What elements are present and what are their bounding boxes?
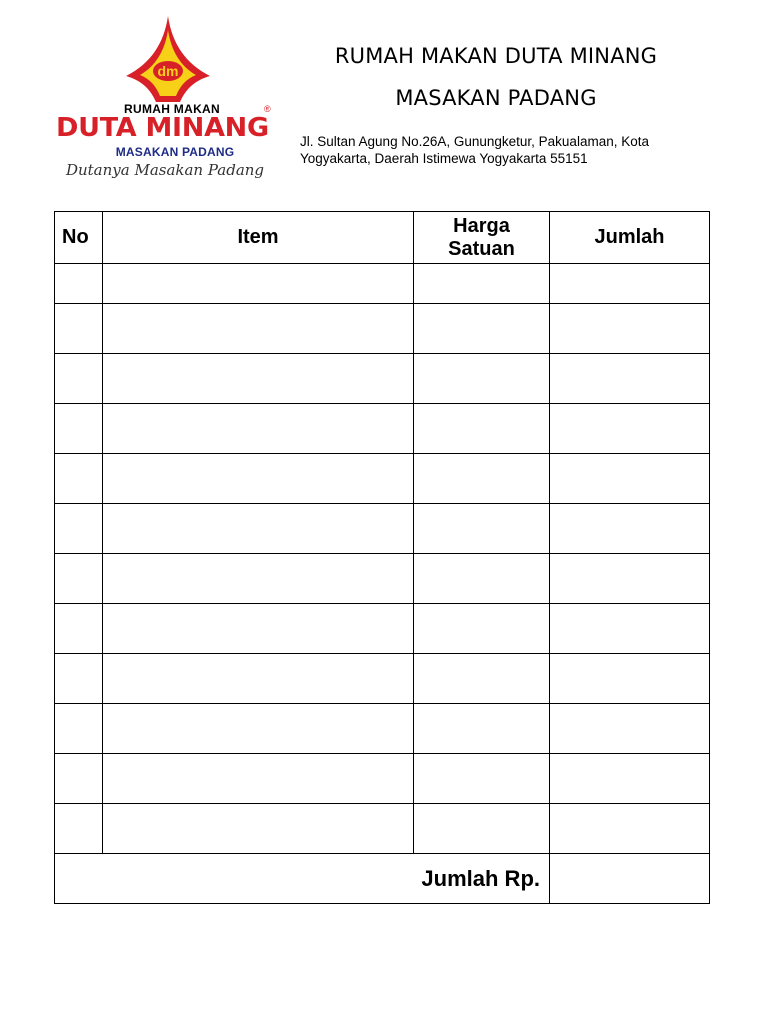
cell-item[interactable] <box>103 604 414 654</box>
cell-harga[interactable] <box>414 504 550 554</box>
cell-no[interactable] <box>55 404 103 454</box>
cell-no[interactable] <box>55 504 103 554</box>
rumah-gadang-roof-icon <box>120 14 216 108</box>
receipt-table <box>54 211 710 904</box>
address-line-2: Yogyakarta, Daerah Istimewa Yogyakarta 55151 <box>300 151 588 166</box>
restaurant-logo <box>50 14 280 184</box>
restaurant-title: RUMAH MAKAN DUTA MINANG <box>334 44 658 68</box>
column-header-harga-satuan <box>414 212 550 264</box>
cell-jumlah[interactable] <box>550 654 710 704</box>
table-row <box>55 264 710 304</box>
cell-jumlah[interactable] <box>550 604 710 654</box>
table-header-row <box>55 212 710 264</box>
cell-item[interactable] <box>103 454 414 504</box>
cell-harga[interactable] <box>414 754 550 804</box>
address-line-1: Jl. Sultan Agung No.26A, Gunungketur, Pakualaman, Kota <box>300 134 649 149</box>
cell-jumlah[interactable] <box>550 754 710 804</box>
cell-item[interactable] <box>103 754 414 804</box>
table-row <box>55 304 710 354</box>
emblem-initials: dm <box>157 63 179 79</box>
cell-no[interactable] <box>55 304 103 354</box>
logo-sub-text: MASAKAN PADANG <box>115 145 235 159</box>
table-row <box>55 754 710 804</box>
table-row <box>55 354 710 404</box>
logo-top-text: RUMAH MAKAN <box>124 102 220 116</box>
cell-no[interactable] <box>55 454 103 504</box>
cell-item[interactable] <box>103 654 414 704</box>
cell-harga[interactable] <box>414 804 550 854</box>
cell-harga[interactable] <box>414 264 550 304</box>
cell-item[interactable] <box>103 554 414 604</box>
cell-jumlah[interactable] <box>550 454 710 504</box>
cell-jumlah[interactable] <box>550 554 710 604</box>
cell-harga[interactable] <box>414 704 550 754</box>
cell-harga[interactable] <box>414 404 550 454</box>
cell-jumlah[interactable] <box>550 404 710 454</box>
total-label: Jumlah Rp. <box>55 854 550 904</box>
restaurant-address <box>300 133 700 167</box>
cell-no[interactable] <box>55 554 103 604</box>
table-row <box>55 454 710 504</box>
cell-item[interactable] <box>103 804 414 854</box>
cell-jumlah[interactable] <box>550 704 710 754</box>
cell-item[interactable] <box>103 354 414 404</box>
cell-jumlah[interactable] <box>550 504 710 554</box>
cell-jumlah[interactable] <box>550 304 710 354</box>
cell-item[interactable] <box>103 504 414 554</box>
cell-item[interactable] <box>103 264 414 304</box>
registered-mark: ® <box>264 104 271 114</box>
logo-tagline: Dutanya Masakan Padang <box>65 161 265 179</box>
cell-jumlah[interactable] <box>550 804 710 854</box>
cell-harga[interactable] <box>414 654 550 704</box>
logo-brand-name: DUTA MINANG <box>56 113 269 143</box>
table-row <box>55 704 710 754</box>
cell-no[interactable] <box>55 754 103 804</box>
cell-no[interactable] <box>55 354 103 404</box>
cell-harga[interactable] <box>414 554 550 604</box>
total-value-cell[interactable] <box>550 854 710 904</box>
cell-no[interactable] <box>55 654 103 704</box>
cell-harga[interactable] <box>414 354 550 404</box>
cell-jumlah[interactable] <box>550 264 710 304</box>
cell-item[interactable] <box>103 304 414 354</box>
table-row <box>55 504 710 554</box>
restaurant-subtitle: MASAKAN PADANG <box>395 86 597 110</box>
column-header-no: No <box>55 212 103 264</box>
cell-harga[interactable] <box>414 304 550 354</box>
table-row <box>55 654 710 704</box>
cell-item[interactable] <box>103 704 414 754</box>
cell-no[interactable] <box>55 604 103 654</box>
cell-jumlah[interactable] <box>550 354 710 404</box>
cell-harga[interactable] <box>414 454 550 504</box>
cell-harga[interactable] <box>414 604 550 654</box>
harga-line-1: Harga <box>453 214 510 237</box>
total-row <box>55 854 710 904</box>
cell-no[interactable] <box>55 804 103 854</box>
harga-line-2: Satuan <box>448 237 515 260</box>
cell-no[interactable] <box>55 264 103 304</box>
column-header-jumlah: Jumlah <box>550 212 710 264</box>
table-row <box>55 604 710 654</box>
table-row <box>55 804 710 854</box>
cell-item[interactable] <box>103 404 414 454</box>
column-header-item: Item <box>103 212 414 264</box>
table-row <box>55 554 710 604</box>
table-row <box>55 404 710 454</box>
cell-no[interactable] <box>55 704 103 754</box>
